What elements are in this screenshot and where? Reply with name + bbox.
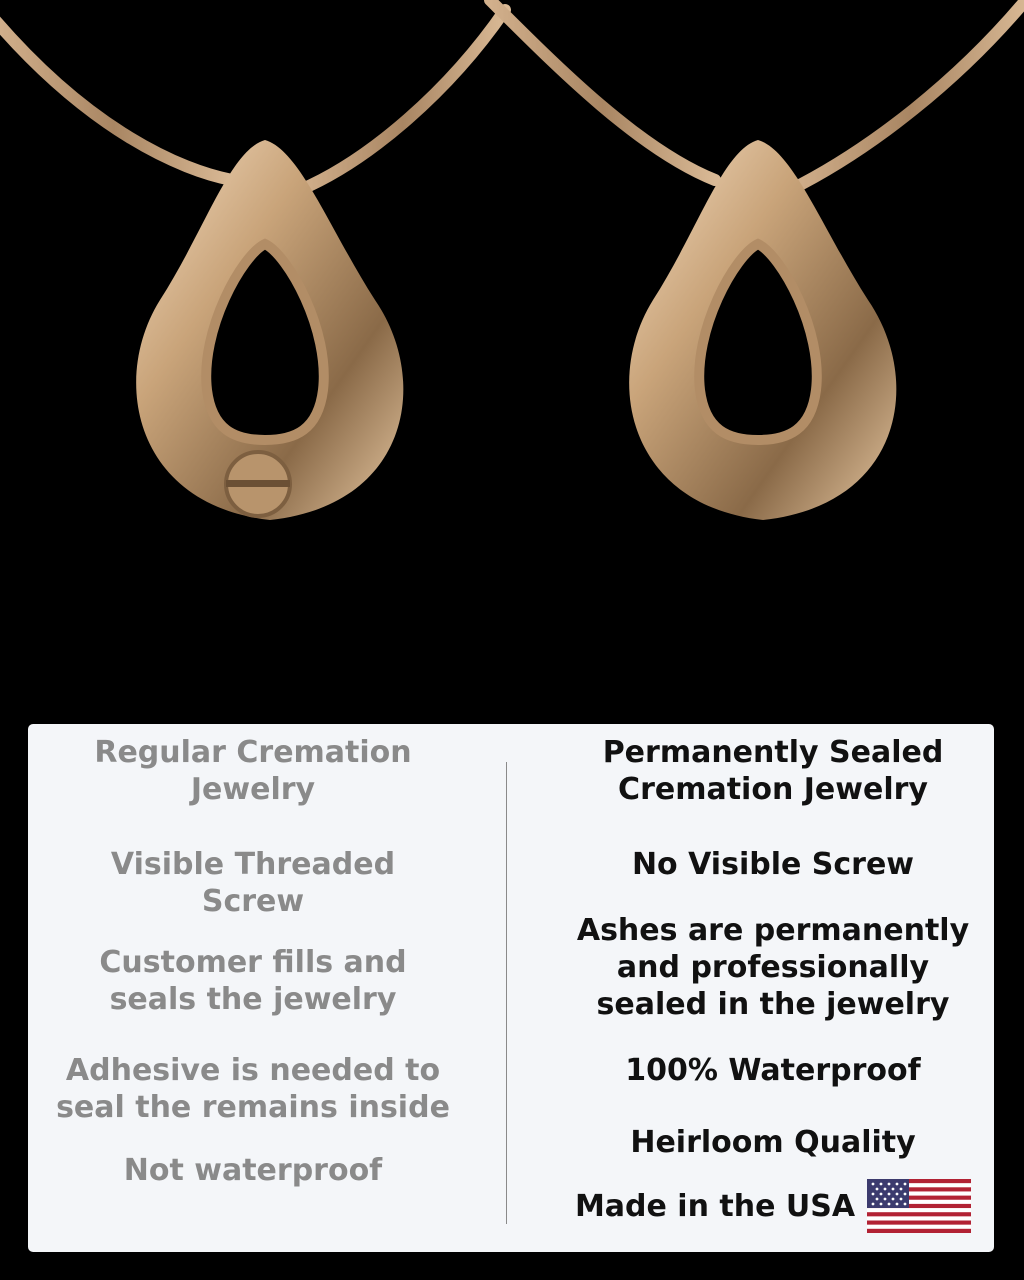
left-item-fills: Customer fills and seals the jewelry [99, 945, 407, 1017]
left-item-adhesive: Adhesive is needed to seal the remains inside [56, 1053, 450, 1125]
screw-icon [226, 452, 290, 516]
right-item-sealed: Ashes are permanently and professionally sealed in the jewelry [576, 913, 970, 1022]
left-item-waterproof: Not waterproof [123, 1153, 383, 1188]
right-item-no-screw: No Visible Screw [631, 847, 915, 882]
left-heading: Regular Cremation Jewelry [94, 735, 412, 807]
pendant-right [629, 140, 896, 520]
right-item-heirloom: Heirloom Quality [630, 1125, 916, 1160]
comparison-panel [28, 724, 994, 1252]
left-item-screw: Visible Threaded Screw [110, 847, 396, 919]
right-heading: Permanently Sealed Cremation Jewelry [602, 735, 944, 807]
right-item-made-in-usa: Made in the USA [543, 1179, 1003, 1233]
column-divider [506, 762, 507, 1224]
pendant-left [136, 140, 403, 520]
us-flag-icon [867, 1179, 971, 1233]
right-item-waterproof: 100% Waterproof [625, 1053, 921, 1088]
chain [0, 0, 1024, 190]
